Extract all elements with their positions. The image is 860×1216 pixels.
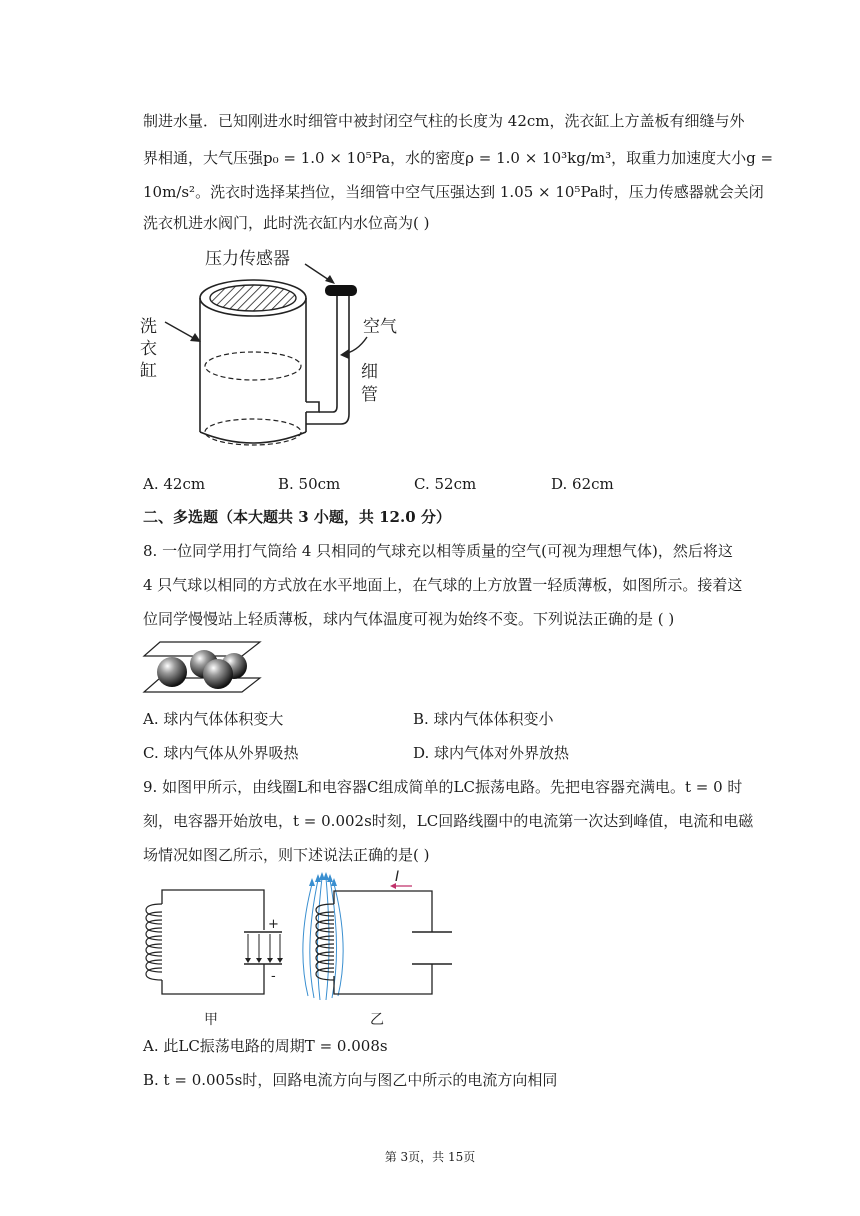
q9-option-a: A. 此LC振荡电路的周期T = 0.008s [143,1037,388,1055]
q7-option-c: C. 52cm [414,475,477,493]
q8-option-c: C. 球内气体从外界吸热 [143,744,299,762]
q9-line-1: 9. 如图甲所示，由线圈L和电容器C组成简单的LC振荡电路。先把电容器充满电。t = 0 时 [143,778,743,796]
q7-line-2: 界相通，大气压强p₀ = 1.0 × 10⁵Pa，水的密度ρ = 1.0 × 10³kg/m³，取重力加速度大小g = [143,149,774,167]
q9-line-3: 场情况如图乙所示，则下述说法正确的是( ) [143,846,430,864]
tank-label-1: 洗 [140,317,157,337]
q9-line-2: 刻，电容器开始放电，t = 0.002s时刻，LC回路线圈中的电流第一次达到峰值，电流和电磁 [143,812,754,830]
q8-option-b: B. 球内气体体积变小 [413,710,554,728]
minus-sign: - [271,969,276,984]
plus-sign: + [268,917,279,932]
q7-line-1: 制进水量．已知刚进水时细管中被封闭空气柱的长度为 42cm，洗衣缸上方盖板有细缝与外 [143,112,745,130]
figure-label-jia: 甲 [204,1012,218,1028]
q7-option-d: D. 62cm [551,475,614,493]
tube-label-2: 管 [361,385,378,405]
pressure-sensor-label: 压力传感器 [205,249,290,269]
q8-line-2: 4 只气球以相同的方式放在水平地面上，在气球的上方放置一轻质薄板，如图所示。接着这 [143,576,743,594]
q7-option-a: A. 42cm [143,475,206,493]
section-heading: 二、多选题（本大题共 3 小题，共 12.0 分） [143,508,451,526]
washing-tank-figure [135,242,415,460]
current-label: I [395,869,400,885]
q7-option-b: B. 50cm [278,475,341,493]
q7-line-4: 洗衣机进水阀门，此时洗衣缸内水位高为( ) [143,214,430,232]
air-label: 空气 [363,317,397,337]
lc-circuit-figure-yi [292,866,462,1030]
q8-line-3: 位同学慢慢站上轻质薄板，球内气体温度可视为始终不变。下列说法正确的是 ( ) [143,610,675,628]
q8-line-1: 8. 一位同学用打气筒给 4 只相同的气球充以相等质量的空气(可视为理想气体)，然后将这 [143,542,733,560]
lc-circuit-figure-jia [140,880,290,1030]
q8-option-a: A. 球内气体体积变大 [143,710,284,728]
q8-option-d: D. 球内气体对外界放热 [413,744,570,762]
tank-label-3: 缸 [140,361,157,381]
page-footer: 第 3页，共 15页 [384,1150,476,1164]
q9-option-b: B. t = 0.005s时，回路电流方向与图乙中所示的电流方向相同 [143,1071,558,1089]
tank-label-2: 衣 [140,339,157,359]
balloons-board-figure [142,640,264,696]
figure-label-yi: 乙 [370,1012,384,1028]
tube-label-1: 细 [361,362,378,382]
q7-line-3: 10m/s²。洗衣时选择某挡位，当细管中空气压强达到 1.05 × 10⁵Pa时，压力传感器就会关闭 [143,183,764,201]
